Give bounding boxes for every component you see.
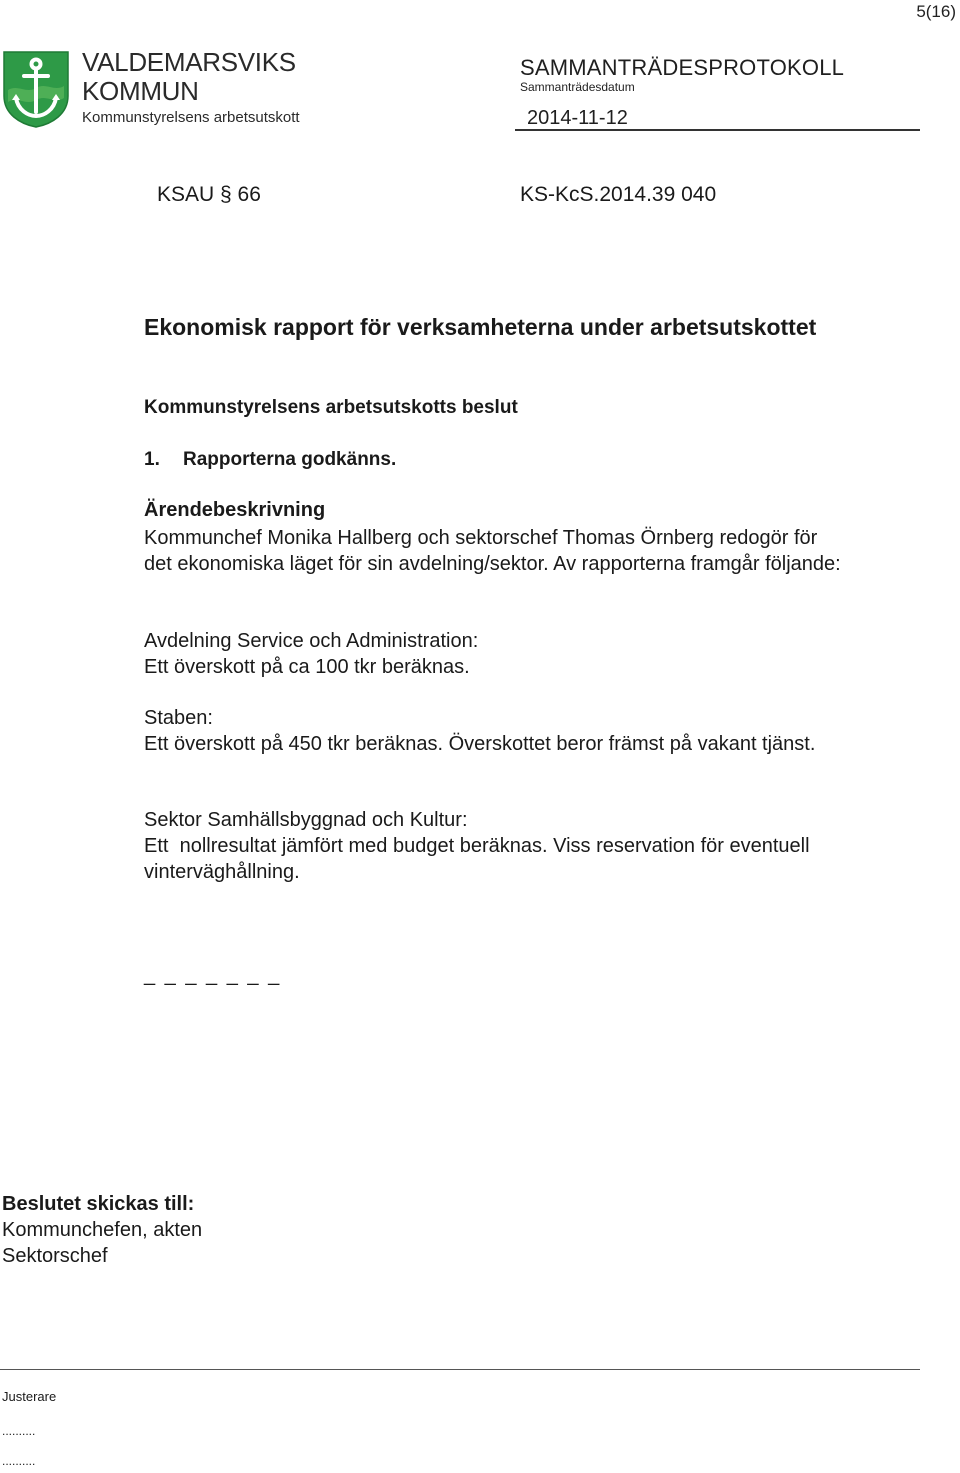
section-service-admin — [144, 628, 844, 680]
section-label: Avdelning Service och Administration: — [144, 630, 479, 652]
meeting-date: 2014-11-12 — [527, 107, 628, 129]
decision-item-number: 1. — [144, 449, 160, 470]
protocol-title: SAMMANTRÄDESPROTOKOLL — [520, 55, 845, 80]
footer-divider — [0, 1369, 920, 1370]
diary-number: KS-KcS.2014.39 040 — [520, 183, 717, 206]
decision-heading: Kommunstyrelsens arbetsutskotts beslut — [144, 397, 518, 418]
section-label: Staben: — [144, 707, 213, 729]
recipient: Kommunchefen, akten — [2, 1219, 203, 1241]
municipality-name-line1: VALDEMARSVIKS — [82, 47, 296, 77]
decision-item-text: Rapporterna godkänns. — [183, 449, 397, 470]
municipality-name-line2: KOMMUN — [82, 76, 199, 106]
section-text: Ett överskott på ca 100 tkr beräknas. — [144, 656, 470, 678]
section-staben — [144, 705, 844, 757]
case-paragraph: KSAU § 66 — [157, 183, 261, 206]
distribution-heading: Beslutet skickas till: — [2, 1193, 195, 1215]
signature-line: .......... — [2, 1424, 36, 1438]
header-divider — [515, 129, 920, 131]
recipient: Sektorschef — [2, 1245, 108, 1267]
section-samhallsbyggnad — [144, 807, 844, 885]
section-text: Ett överskott på 450 tkr beräknas. Överskottet beror främst på vakant tjänst. — [144, 733, 816, 755]
description-heading: Ärendebeskrivning — [144, 499, 326, 521]
justerare-label: Justerare — [2, 1389, 57, 1404]
signature-line: .......... — [2, 1454, 36, 1468]
section-label: Sektor Samhällsbyggnad och Kultur: — [144, 809, 468, 831]
page-number: 5(16) — [916, 2, 956, 21]
decision-item — [144, 449, 396, 471]
description-intro: Kommunchef Monika Hallberg och sektorschef Thomas Örnberg redogör för det ekonomiska läget för sin avdelning/sektor. Av rapporterna framgår följande: — [144, 527, 841, 575]
section-text: Ett nollresultat jämfört med budget beräknas. Viss reservation för eventuell vinterväghållning. — [144, 835, 816, 883]
date-label: Sammanträdesdatum — [520, 80, 635, 94]
municipality-name — [82, 48, 296, 106]
committee-name: Kommunstyrelsens arbetsutskott — [82, 109, 300, 126]
section-separator: _ _ _ _ _ _ _ — [144, 964, 282, 986]
page-title: Ekonomisk rapport för verksamheterna under arbetsutskottet — [144, 314, 817, 340]
anchor-coat-of-arms-icon — [2, 50, 70, 128]
